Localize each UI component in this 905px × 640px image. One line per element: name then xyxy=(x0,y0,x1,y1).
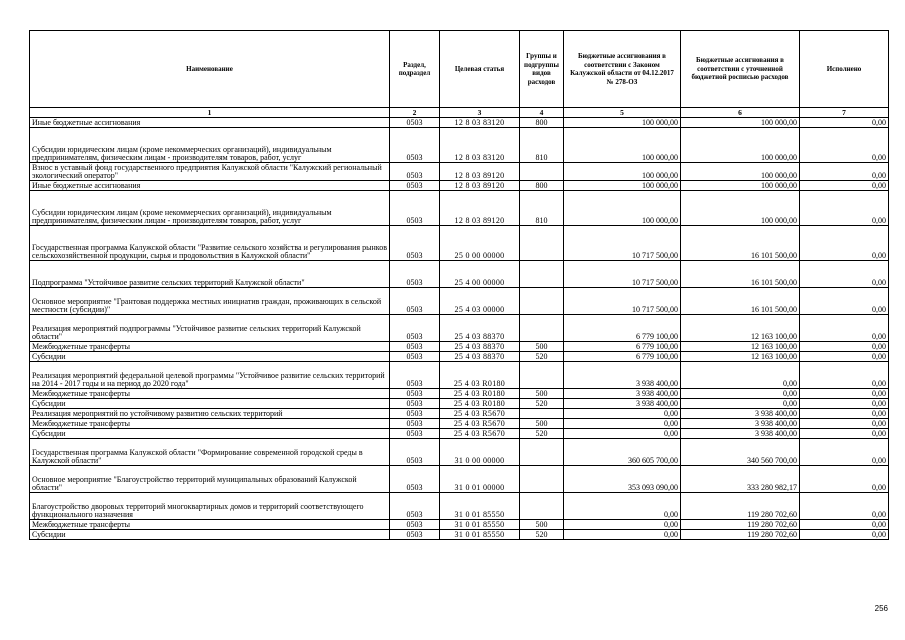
header-name: Наименование xyxy=(30,31,390,108)
row-refined-allocation: 16 101 500,00 xyxy=(681,261,800,288)
row-name: Взнос в уставный фонд государственного предприятия Калужской области "Калужский региональный экологический оператор" xyxy=(30,163,390,181)
row-section: 0503 xyxy=(390,419,440,429)
row-expense-group xyxy=(520,163,564,181)
row-target-article: 31 0 01 00000 xyxy=(440,466,520,493)
row-law-allocation: 100 000,00 xyxy=(564,181,681,191)
row-executed: 0,00 xyxy=(800,389,889,399)
col-number: 5 xyxy=(564,108,681,118)
row-target-article: 31 0 01 85550 xyxy=(440,530,520,540)
row-name: Межбюджетные трансферты xyxy=(30,389,390,399)
header-law-allocation: Бюджетные ассигнования в соответствии с Законом Калужской области от 04.12.2017 № 278-ОЗ xyxy=(564,31,681,108)
row-expense-group: 800 xyxy=(520,118,564,128)
row-expense-group xyxy=(520,466,564,493)
row-refined-allocation: 333 280 982,17 xyxy=(681,466,800,493)
row-name: Субсидии xyxy=(30,530,390,540)
row-name: Субсидии xyxy=(30,399,390,409)
table-row xyxy=(30,226,889,261)
row-refined-allocation: 16 101 500,00 xyxy=(681,288,800,315)
row-expense-group: 500 xyxy=(520,419,564,429)
row-section: 0503 xyxy=(390,493,440,520)
table-row xyxy=(30,389,889,399)
row-section: 0503 xyxy=(390,389,440,399)
row-target-article: 12 8 03 83120 xyxy=(440,128,520,163)
row-executed: 0,00 xyxy=(800,342,889,352)
header-executed: Исполнено xyxy=(800,31,889,108)
row-expense-group: 520 xyxy=(520,399,564,409)
row-executed: 0,00 xyxy=(800,520,889,530)
row-target-article: 31 0 01 85550 xyxy=(440,520,520,530)
row-name: Реализация мероприятий по устойчивому развитию сельских территорий xyxy=(30,409,390,419)
row-target-article: 25 4 03 88370 xyxy=(440,315,520,342)
row-name: Иные бюджетные ассигнования xyxy=(30,181,390,191)
table-row xyxy=(30,315,889,342)
table-row xyxy=(30,466,889,493)
header-refined-allocation: Бюджетные ассигнования в соответствии с уточненной бюджетной росписью расходов xyxy=(681,31,800,108)
row-refined-allocation: 100 000,00 xyxy=(681,181,800,191)
row-name: Межбюджетные трансферты xyxy=(30,342,390,352)
row-target-article: 31 0 00 00000 xyxy=(440,439,520,466)
row-section: 0503 xyxy=(390,342,440,352)
row-target-article: 25 4 03 R0180 xyxy=(440,399,520,409)
row-law-allocation: 100 000,00 xyxy=(564,128,681,163)
row-executed: 0,00 xyxy=(800,128,889,163)
table-row xyxy=(30,128,889,163)
row-target-article: 25 4 03 R0180 xyxy=(440,362,520,389)
row-law-allocation: 10 717 500,00 xyxy=(564,288,681,315)
row-name: Реализация мероприятий федеральной целевой программы "Устойчивое развитие сельских территорий на 2014 - 2017 годы и на период до 2020 года" xyxy=(30,362,390,389)
table-row xyxy=(30,429,889,439)
row-refined-allocation: 12 163 100,00 xyxy=(681,315,800,342)
table-row xyxy=(30,439,889,466)
table-row xyxy=(30,530,889,540)
col-number: 2 xyxy=(390,108,440,118)
row-expense-group xyxy=(520,226,564,261)
row-expense-group: 520 xyxy=(520,429,564,439)
row-executed: 0,00 xyxy=(800,466,889,493)
row-expense-group: 500 xyxy=(520,389,564,399)
row-law-allocation: 0,00 xyxy=(564,520,681,530)
row-target-article: 12 8 03 89120 xyxy=(440,191,520,226)
row-section: 0503 xyxy=(390,261,440,288)
row-law-allocation: 100 000,00 xyxy=(564,191,681,226)
row-target-article: 12 8 03 89120 xyxy=(440,163,520,181)
row-refined-allocation: 12 163 100,00 xyxy=(681,342,800,352)
row-expense-group xyxy=(520,315,564,342)
row-refined-allocation: 100 000,00 xyxy=(681,163,800,181)
row-section: 0503 xyxy=(390,288,440,315)
row-name: Межбюджетные трансферты xyxy=(30,520,390,530)
row-refined-allocation: 3 938 400,00 xyxy=(681,409,800,419)
row-expense-group xyxy=(520,288,564,315)
row-section: 0503 xyxy=(390,181,440,191)
row-law-allocation: 100 000,00 xyxy=(564,118,681,128)
row-expense-group xyxy=(520,261,564,288)
row-section: 0503 xyxy=(390,399,440,409)
row-law-allocation: 6 779 100,00 xyxy=(564,342,681,352)
header-row xyxy=(30,31,889,108)
row-expense-group xyxy=(520,409,564,419)
row-section: 0503 xyxy=(390,128,440,163)
table-row xyxy=(30,191,889,226)
row-section: 0503 xyxy=(390,439,440,466)
table-row xyxy=(30,163,889,181)
row-law-allocation: 6 779 100,00 xyxy=(564,352,681,362)
row-section: 0503 xyxy=(390,520,440,530)
row-name: Подпрограмма "Устойчивое развитие сельских территорий Калужской области" xyxy=(30,261,390,288)
row-section: 0503 xyxy=(390,362,440,389)
page-number: 256 xyxy=(874,604,888,613)
budget-table xyxy=(29,30,889,540)
row-expense-group xyxy=(520,362,564,389)
row-name: Субсидии xyxy=(30,352,390,362)
row-refined-allocation: 0,00 xyxy=(681,399,800,409)
row-target-article: 25 4 03 R0180 xyxy=(440,389,520,399)
row-expense-group: 520 xyxy=(520,530,564,540)
row-executed: 0,00 xyxy=(800,163,889,181)
row-section: 0503 xyxy=(390,163,440,181)
row-refined-allocation: 119 280 702,60 xyxy=(681,520,800,530)
row-executed: 0,00 xyxy=(800,191,889,226)
header-target: Целевая статья xyxy=(440,31,520,108)
col-number: 3 xyxy=(440,108,520,118)
row-name: Благоустройство дворовых территорий многоквартирных домов и территорий соответствующего функционального назначения xyxy=(30,493,390,520)
row-target-article: 31 0 01 85550 xyxy=(440,493,520,520)
row-target-article: 25 4 03 88370 xyxy=(440,352,520,362)
row-target-article: 25 0 00 00000 xyxy=(440,226,520,261)
table-row xyxy=(30,419,889,429)
row-section: 0503 xyxy=(390,226,440,261)
row-executed: 0,00 xyxy=(800,429,889,439)
row-expense-group: 500 xyxy=(520,520,564,530)
table-row xyxy=(30,261,889,288)
row-target-article: 25 4 00 00000 xyxy=(440,261,520,288)
row-target-article: 25 4 03 00000 xyxy=(440,288,520,315)
header-group: Группы и подгруппы видов расходов xyxy=(520,31,564,108)
row-law-allocation: 100 000,00 xyxy=(564,163,681,181)
row-name: Основное мероприятие "Грантовая поддержка местных инициатив граждан, проживающих в сельской местности (субсидии)" xyxy=(30,288,390,315)
row-name: Государственная программа Калужской области "Формирование современной городской среды в Калужской области" xyxy=(30,439,390,466)
table-body xyxy=(30,118,889,540)
row-section: 0503 xyxy=(390,118,440,128)
row-name: Реализация мероприятий подпрограммы "Устойчивое развитие сельских территорий Калужской области" xyxy=(30,315,390,342)
row-section: 0503 xyxy=(390,429,440,439)
row-expense-group xyxy=(520,493,564,520)
row-expense-group: 810 xyxy=(520,128,564,163)
row-section: 0503 xyxy=(390,466,440,493)
row-executed: 0,00 xyxy=(800,419,889,429)
row-name: Иные бюджетные ассигнования xyxy=(30,118,390,128)
row-refined-allocation: 100 000,00 xyxy=(681,118,800,128)
table-row xyxy=(30,181,889,191)
col-number: 7 xyxy=(800,108,889,118)
row-target-article: 12 8 03 89120 xyxy=(440,181,520,191)
row-law-allocation: 0,00 xyxy=(564,429,681,439)
row-refined-allocation: 0,00 xyxy=(681,389,800,399)
row-target-article: 12 8 03 83120 xyxy=(440,118,520,128)
row-target-article: 25 4 03 R5670 xyxy=(440,409,520,419)
row-name: Субсидии юридическим лицам (кроме некоммерческих организаций), индивидуальным предпринимателям, физическим лицам - производителям товаров, работ, услуг xyxy=(30,128,390,163)
row-law-allocation: 10 717 500,00 xyxy=(564,261,681,288)
row-name: Межбюджетные трансферты xyxy=(30,419,390,429)
row-expense-group: 800 xyxy=(520,181,564,191)
table-row xyxy=(30,493,889,520)
row-law-allocation: 0,00 xyxy=(564,493,681,520)
table-row xyxy=(30,520,889,530)
row-law-allocation: 10 717 500,00 xyxy=(564,226,681,261)
row-law-allocation: 0,00 xyxy=(564,409,681,419)
col-number: 4 xyxy=(520,108,564,118)
table-row xyxy=(30,118,889,128)
table-row xyxy=(30,409,889,419)
row-expense-group: 520 xyxy=(520,352,564,362)
row-executed: 0,00 xyxy=(800,399,889,409)
row-section: 0503 xyxy=(390,530,440,540)
row-executed: 0,00 xyxy=(800,493,889,520)
row-expense-group xyxy=(520,439,564,466)
row-name: Субсидии xyxy=(30,429,390,439)
row-section: 0503 xyxy=(390,352,440,362)
row-refined-allocation: 100 000,00 xyxy=(681,191,800,226)
row-executed: 0,00 xyxy=(800,288,889,315)
row-refined-allocation: 3 938 400,00 xyxy=(681,429,800,439)
row-target-article: 25 4 03 R5670 xyxy=(440,419,520,429)
row-executed: 0,00 xyxy=(800,362,889,389)
table-row xyxy=(30,342,889,352)
row-executed: 0,00 xyxy=(800,261,889,288)
row-section: 0503 xyxy=(390,409,440,419)
header-section: Раздел, подраздел xyxy=(390,31,440,108)
row-target-article: 25 4 03 88370 xyxy=(440,342,520,352)
row-refined-allocation: 16 101 500,00 xyxy=(681,226,800,261)
row-section: 0503 xyxy=(390,315,440,342)
row-law-allocation: 3 938 400,00 xyxy=(564,399,681,409)
header-number-row xyxy=(30,108,889,118)
row-executed: 0,00 xyxy=(800,226,889,261)
row-law-allocation: 0,00 xyxy=(564,530,681,540)
col-number: 1 xyxy=(30,108,390,118)
row-refined-allocation: 12 163 100,00 xyxy=(681,352,800,362)
row-executed: 0,00 xyxy=(800,315,889,342)
row-refined-allocation: 340 560 700,00 xyxy=(681,439,800,466)
row-refined-allocation: 100 000,00 xyxy=(681,128,800,163)
row-executed: 0,00 xyxy=(800,409,889,419)
table-row xyxy=(30,399,889,409)
row-expense-group: 500 xyxy=(520,342,564,352)
row-refined-allocation: 119 280 702,60 xyxy=(681,530,800,540)
row-refined-allocation: 119 280 702,60 xyxy=(681,493,800,520)
row-executed: 0,00 xyxy=(800,352,889,362)
row-executed: 0,00 xyxy=(800,530,889,540)
row-law-allocation: 3 938 400,00 xyxy=(564,362,681,389)
row-refined-allocation: 3 938 400,00 xyxy=(681,419,800,429)
row-name: Государственная программа Калужской области "Развитие сельского хозяйства и регулирования рынков сельскохозяйственной продукции, сырья и продовольствия в Калужской области" xyxy=(30,226,390,261)
table-row xyxy=(30,352,889,362)
row-name: Субсидии юридическим лицам (кроме некоммерческих организаций), индивидуальным предпринимателям, физическим лицам - производителям товаров, работ, услуг xyxy=(30,191,390,226)
row-name: Основное мероприятие "Благоустройство территорий муниципальных образований Калужской области" xyxy=(30,466,390,493)
table-row xyxy=(30,362,889,389)
row-law-allocation: 353 093 090,00 xyxy=(564,466,681,493)
row-law-allocation: 6 779 100,00 xyxy=(564,315,681,342)
table-row xyxy=(30,288,889,315)
row-refined-allocation: 0,00 xyxy=(681,362,800,389)
row-section: 0503 xyxy=(390,191,440,226)
row-target-article: 25 4 03 R5670 xyxy=(440,429,520,439)
row-law-allocation: 3 938 400,00 xyxy=(564,389,681,399)
col-number: 6 xyxy=(681,108,800,118)
row-executed: 0,00 xyxy=(800,439,889,466)
row-expense-group: 810 xyxy=(520,191,564,226)
row-executed: 0,00 xyxy=(800,181,889,191)
row-law-allocation: 360 605 700,00 xyxy=(564,439,681,466)
row-law-allocation: 0,00 xyxy=(564,419,681,429)
row-executed: 0,00 xyxy=(800,118,889,128)
